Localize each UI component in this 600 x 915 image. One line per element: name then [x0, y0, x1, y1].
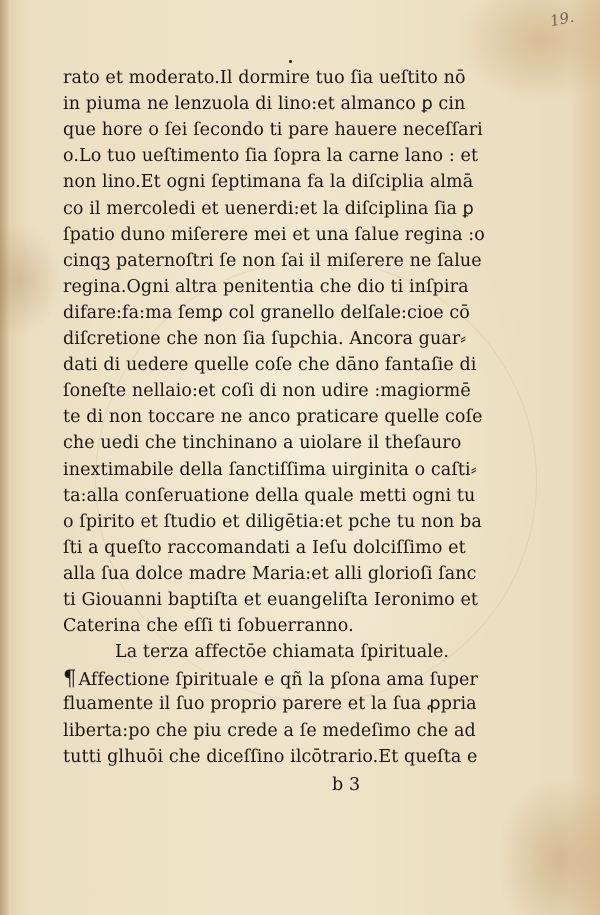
folio-number: 19.	[548, 7, 576, 31]
text-line-content: difare:fa:ma ſemꝑ col granello delſale:cioe cō	[63, 302, 470, 323]
text-line-content: tutti glhuōi che diceſſino ilcōtrario.Et queſta e	[63, 746, 478, 767]
text-line	[63, 405, 483, 429]
text-line	[63, 666, 478, 690]
text-line	[63, 327, 466, 351]
text-line	[63, 223, 485, 247]
text-line	[63, 66, 466, 90]
text-line	[63, 353, 476, 377]
text-line	[63, 170, 473, 194]
ink-dot	[289, 60, 292, 63]
text-line-content: La terza affectōe chiamata ſpirituale.	[115, 642, 450, 663]
text-line	[63, 275, 469, 299]
text-line-content: te di non toccare ne anco praticare quelle coſe	[63, 407, 483, 428]
text-line-content: que hore o ſei ſecondo ti pare hauere neceſſari	[63, 120, 483, 141]
text-line-content: dati di uedere quelle coſe che dāno fantaſie di	[63, 355, 477, 376]
text-line-content: o.Lo tuo ueſtimento ſia ſopra la carne lano : et	[63, 146, 479, 167]
text-line	[63, 92, 465, 116]
text-line-content: inextimabile della ſanctiſſima uirginita o caſti⸗	[63, 459, 477, 480]
text-line	[63, 484, 475, 508]
text-line	[63, 301, 470, 325]
text-line	[63, 379, 471, 403]
text-line	[63, 118, 483, 142]
text-line-content: rato et moderato.Il dormire tuo ſia ueſtito nō	[63, 68, 466, 88]
text-line-content: co il mercoledi et uenerdi:et la diſciplina ſia ꝑ	[63, 198, 474, 219]
text-line	[63, 458, 477, 482]
page-edge-shadow	[0, 0, 10, 915]
text-line-content: Caterina che eſſi ti ſobuerranno.	[63, 616, 354, 637]
text-line-content: fluamente il ſuo proprio parere et la ſua ꝓpria	[63, 694, 477, 715]
text-line-content: liberta:po che piu crede a ſe medeſimo che ad	[63, 720, 476, 741]
text-line	[63, 197, 474, 221]
text-line	[63, 249, 482, 273]
text-line	[63, 588, 478, 612]
text-line	[63, 745, 478, 769]
text-line-content: che uedi che tinchinano a uiolare il theſauro	[63, 433, 462, 454]
signature-mark: b 3	[332, 774, 361, 795]
text-line-content: o ſpirito et ſtudio et diligētia:et pche tu non ba	[63, 511, 482, 532]
text-line	[63, 614, 354, 638]
text-line	[63, 144, 478, 168]
text-line-content: ta:alla conſeruatione della quale metti ogni tu	[63, 485, 476, 506]
text-line	[63, 692, 477, 716]
paragraph-mark-icon: ¶	[63, 666, 77, 691]
text-line-content: ſti a queſto raccomandati a Ieſu dolciſſimo et	[63, 537, 466, 558]
text-line-content: non lino.Et ogni ſeptimana fa la diſciplia almā	[63, 172, 474, 193]
text-line-content: ſpatio duno miſerere mei et una ſalue regina :o	[63, 224, 485, 245]
text-line	[63, 719, 476, 743]
text-line	[63, 510, 482, 534]
text-line	[63, 431, 461, 455]
text-line-content: regina.Ogni altra penitentia che dio ti inſpira	[63, 276, 469, 297]
text-line	[63, 562, 477, 586]
text-line-content: cinqꝫ paternoſtri ſe non ſai il miſerere ne ſalue	[63, 250, 482, 271]
text-line-content: Affectione ſpirituale e qñ la pſona ama ſuper	[78, 670, 478, 691]
text-line-content: in piuma ne lenzuola di lino:et almanco ꝑ cin	[63, 94, 466, 115]
text-line-content: diſcretione che non ſia ſupchia. Ancora guar⸗	[63, 329, 467, 349]
text-line	[63, 536, 466, 560]
text-line-content: ſoneſte nellaio:et coſi di non udire :magiormē	[63, 381, 471, 402]
text-line-content: alla ſua dolce madre Maria:et alli glorioſi ſanc	[63, 563, 477, 584]
text-line	[115, 640, 449, 664]
text-line-content: ti Giouanni baptiſta et euangeliſta Ieronimo et	[63, 590, 479, 610]
